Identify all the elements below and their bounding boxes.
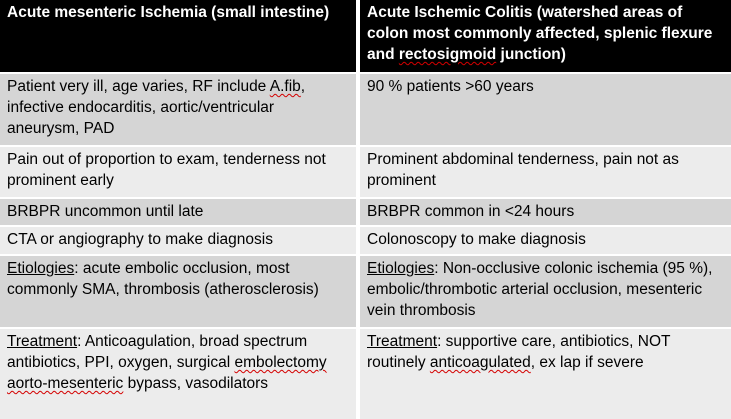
header-col2-text: Acute Ischemic Colitis (watershed areas of colon most commonly affected, splenic flexure and: [367, 4, 713, 63]
row5-col2-label: Etiologies: [367, 260, 435, 277]
row3-col2-text: BRBPR common in <24 hours: [367, 203, 575, 220]
row1-col1-text-end: , infective endocarditis, aortic/ventricular aneurysm, PAD: [7, 78, 306, 137]
header-col1-text: Acute mesenteric Ischemia (small intestine): [7, 4, 330, 21]
row6-col2-spellcheck-word: anticoagulated: [429, 354, 531, 371]
row1-col2-text: 90 % patients >60 years: [367, 78, 534, 95]
row5-col1-text: : acute embolic occlusion, most commonly SMA, thrombosis (atherosclerosis): [7, 260, 319, 298]
row3-col1-text: BRBPR uncommon until late: [7, 203, 204, 220]
row2-col1-text: Pain out of proportion to exam, tenderness not prominent early: [7, 151, 326, 189]
row2-col1: [0, 147, 356, 197]
row1-col1-spellcheck-word: A.fib: [269, 78, 301, 95]
row4-col1-text: CTA or angiography to make diagnosis: [7, 231, 273, 248]
row1-col1: [0, 74, 356, 145]
row6-col1-spellcheck-word: embolectomy aorto-mesenteric: [7, 354, 327, 392]
row3-col2: [360, 199, 731, 225]
header-mesenteric-ischemia: [0, 0, 356, 72]
header-col2-spellcheck-word: rectosigmoid: [398, 46, 497, 63]
header-col2-text-end: junction): [496, 46, 566, 63]
row6-col2: [360, 329, 731, 419]
row5-col1: [0, 256, 356, 327]
row5-col2-text: : Non-occlusive colonic ischemia (95 %), embolic/thrombotic arterial occlusion, mesenteric vein thrombosis: [367, 260, 713, 319]
row6-col2-text-end: , ex lap if severe: [530, 354, 644, 371]
row4-col2-text: Colonoscopy to make diagnosis: [367, 231, 586, 248]
row6-col1-text-end: bypass, vasodilators: [123, 375, 269, 392]
header-ischemic-colitis: [360, 0, 731, 72]
row6-col1-label: Treatment: [7, 333, 78, 350]
row6-col2-label: Treatment: [367, 333, 438, 350]
row5-col1-label: Etiologies: [7, 260, 75, 277]
row6-col2-text: : supportive care, antibiotics, NOT routinely: [367, 333, 671, 371]
row6-col1: [0, 329, 356, 419]
row6-col1-text: : Anticoagulation, broad spectrum antibiotics, PPI, oxygen, surgical: [7, 333, 308, 371]
row5-col2: [360, 256, 731, 327]
row3-col1: [0, 199, 356, 225]
row4-col1: [0, 227, 356, 254]
row1-col2: [360, 74, 731, 145]
row1-col1-text: Patient very ill, age varies, RF include: [7, 78, 270, 95]
row2-col2-text: Prominent abdominal tenderness, pain not as prominent: [367, 151, 679, 189]
row2-col2: [360, 147, 731, 197]
row4-col2: [360, 227, 731, 254]
